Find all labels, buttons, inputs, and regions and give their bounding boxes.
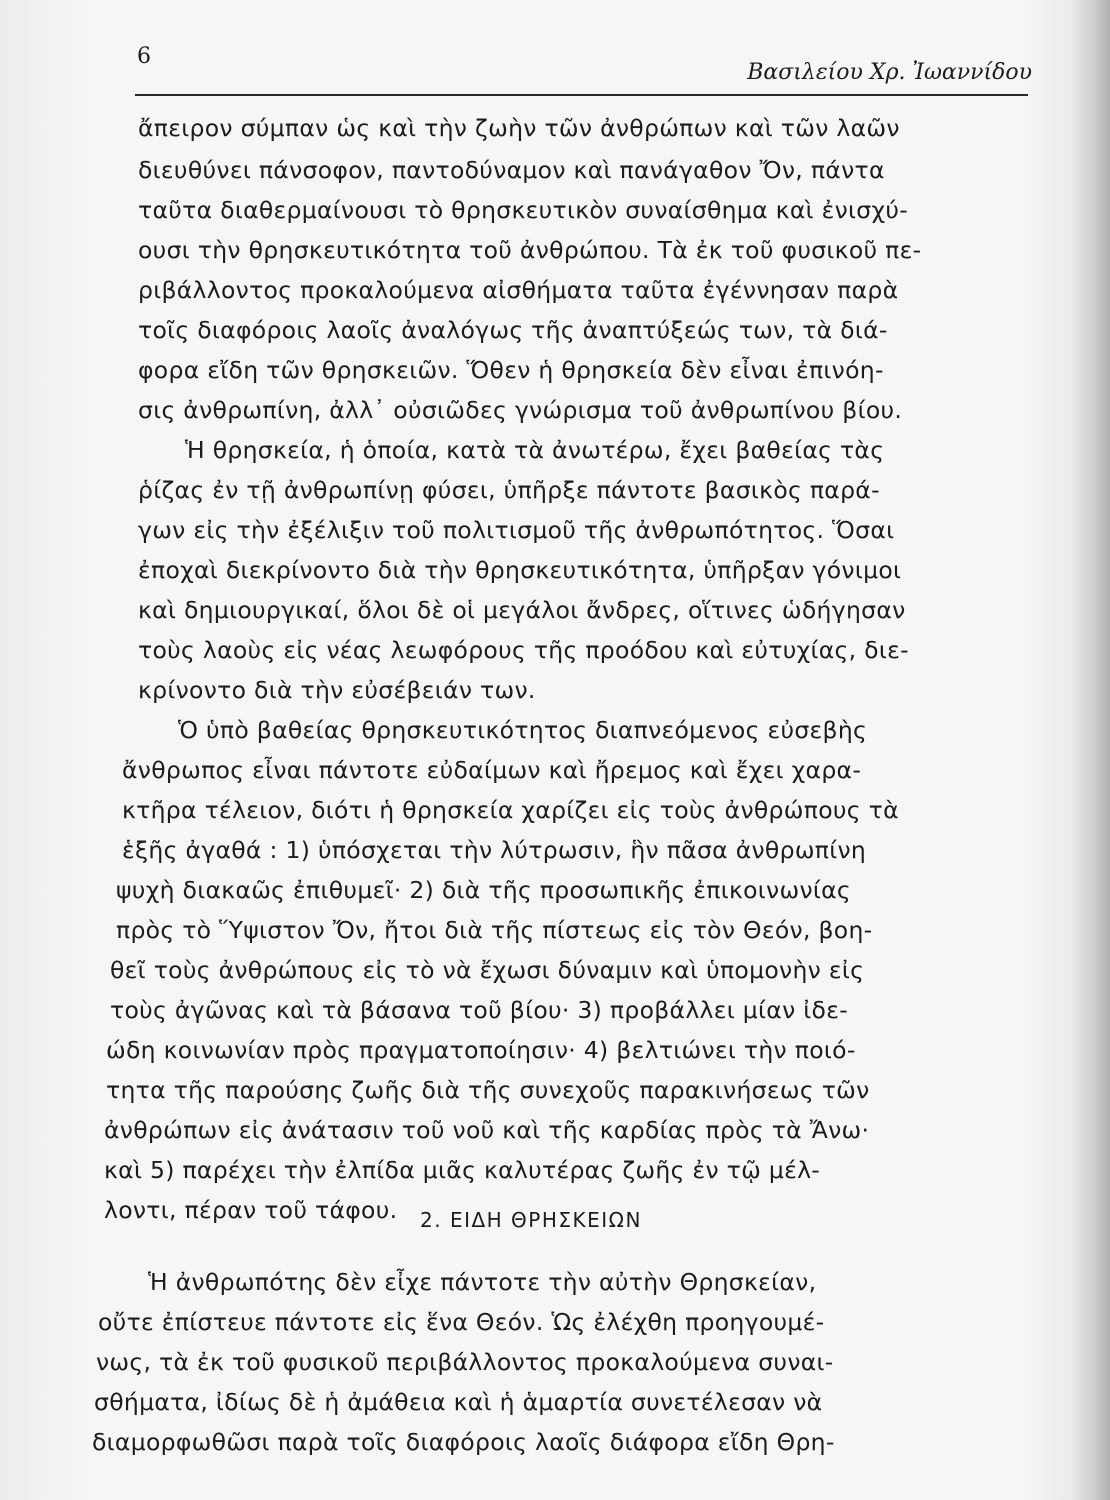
text-line: οὔτε ἐπίστευε πάντοτε εἰς ἕνα Θεόν. Ὡς ἐλέχθη προηγουμέ- (98, 1308, 825, 1336)
text-line: κτῆρα τέλειον, διότι ἡ θρησκεία χαρίζει εἰς τοὺς ἀνθρώπους τὰ (122, 796, 899, 824)
text-line: καὶ δημιουργικαί, ὅλοι δὲ οἱ μεγάλοι ἄνδρες, οἵτινες ὡδήγησαν (138, 596, 906, 624)
text-line: σθήματα, ἰδίως δὲ ἡ ἀμάθεια καὶ ἡ ἁμαρτία συνετέλεσαν νὰ (94, 1388, 823, 1416)
text-line: φορα εἴδη τῶν θρησκειῶν. Ὅθεν ἡ θρησκεία δὲν εἶναι ἐπινόη- (138, 356, 884, 384)
text-line: λοντι, πέραν τοῦ τάφου. (104, 1196, 398, 1224)
paragraph-first-line: Ὁ ὑπὸ βαθείας θρησκευτικότητος διαπνεόμενος εὐσεβὴς (178, 716, 868, 744)
paragraph-first-line: Ἡ ἀνθρωπότης δὲν εἶχε πάντοτε τὴν αὐτὴν Θρησκείαν, (148, 1268, 817, 1296)
text-line: ἄνθρωπος εἶναι πάντοτε εὐδαίμων καὶ ἤρεμος καὶ ἔχει χαρα- (122, 756, 862, 784)
text-line: ἐποχαὶ διεκρίνοντο διὰ τὴν θρησκευτικότητα, ὑπῆρξαν γόνιμοι (138, 556, 902, 584)
text-line: γων εἰς τὴν ἐξέλιξιν τοῦ πολιτισμοῦ τῆς ἀνθρωπότητος. Ὅσαι (138, 516, 895, 544)
text-line: τητα τῆς παρούσης ζωῆς διὰ τῆς συνεχοῦς παρακινήσεως τῶν (106, 1076, 870, 1104)
text-line: ἄπειρον σύμπαν ὡς καὶ τὴν ζωὴν τῶν ἀνθρώπων καὶ τῶν λαῶν (138, 114, 900, 142)
text-line: σις ἀνθρωπίνη, ἀλλ᾽ οὐσιῶδες γνώρισμα τοῦ ἀνθρωπίνου βίου. (138, 396, 903, 424)
section-heading: 2. ΕΙΔΗ ΘΡΗΣΚΕΙΩΝ (420, 1208, 642, 1232)
text-line: νως, τὰ ἐκ τοῦ φυσικοῦ περιβάλλοντος προκαλούμενα συναι- (96, 1348, 834, 1376)
text-line: καὶ 5) παρέχει τὴν ἐλπίδα μιᾶς καλυτέρας ζωῆς ἐν τῷ μέλ- (104, 1156, 821, 1184)
text-line: τοὺς ἀγῶνας καὶ τὰ βάσανα τοῦ βίου· 3) προβάλλει μίαν ἰδε- (110, 996, 848, 1024)
page-number: 6 (137, 44, 151, 69)
text-line: τοῖς διαφόροις λαοῖς ἀναλόγως τῆς ἀναπτύξεώς των, τὰ διά- (138, 316, 888, 344)
text-line: τοὺς λαοὺς εἰς νέας λεωφόρους τῆς προόδου καὶ εὐτυχίας, διε- (138, 636, 909, 664)
text-line: ουσι τὴν θρησκευτικότητα τοῦ ἀνθρώπου. Τὰ ἐκ τοῦ φυσικοῦ πε- (138, 236, 922, 264)
text-line: διευθύνει πάνσοφον, παντοδύναμον καὶ πανάγαθον Ὄν, πάντα (138, 156, 885, 184)
header-rule (135, 94, 1028, 96)
paragraph-first-line: Ἡ θρησκεία, ἡ ὁποία, κατὰ τὰ ἀνωτέρω, ἔχει βαθείας τὰς (185, 436, 885, 464)
text-line: ἀνθρώπων εἰς ἀνάτασιν τοῦ νοῦ καὶ τῆς καρδίας πρὸς τὰ Ἄνω· (104, 1116, 870, 1144)
text-line: κρίνοντο διὰ τὴν εὐσέβειάν των. (138, 676, 536, 704)
page-spine-shadow (1070, 0, 1110, 1500)
text-line: ώδη κοινωνίαν πρὸς πραγματοποίησιν· 4) βελτιώνει τὴν ποιό- (106, 1036, 856, 1064)
text-line: ἑξῆς ἀγαθά : 1) ὑπόσχεται τὴν λύτρωσιν, ἣν πᾶσα ἀνθρωπίνη (122, 836, 867, 864)
text-line: ῥίζας ἐν τῇ ἀνθρωπίνῃ φύσει, ὑπῆρξε πάντοτε βασικὸς παρά- (138, 476, 880, 504)
text-line: ψυχὴ διακαῶς ἐπιθυμεῖ· 2) διὰ τῆς προσωπικῆς ἐπικοινωνίας (116, 876, 852, 904)
text-line: θεῖ τοὺς ἀνθρώπους εἰς τὸ νὰ ἔχωσι δύναμιν καὶ ὑπομονὴν εἰς (110, 956, 865, 984)
text-line: ριβάλλοντος προκαλούμενα αἰσθήματα ταῦτα ἐγέννησαν παρὰ (138, 276, 899, 304)
running-head: Βασιλείου Χρ. Ἰωαννίδου (747, 60, 1032, 85)
text-line: διαμορφωθῶσι παρὰ τοῖς διαφόροις λαοῖς διάφορα εἴδη Θρη- (92, 1428, 835, 1456)
text-line: πρὸς τὸ Ὕψιστον Ὄν, ἤτοι διὰ τῆς πίστεως εἰς τὸν Θεόν, βοη- (116, 916, 873, 944)
text-line: ταῦτα διαθερμαίνουσι τὸ θρησκευτικὸν συναίσθημα καὶ ἐνισχύ- (138, 196, 909, 224)
